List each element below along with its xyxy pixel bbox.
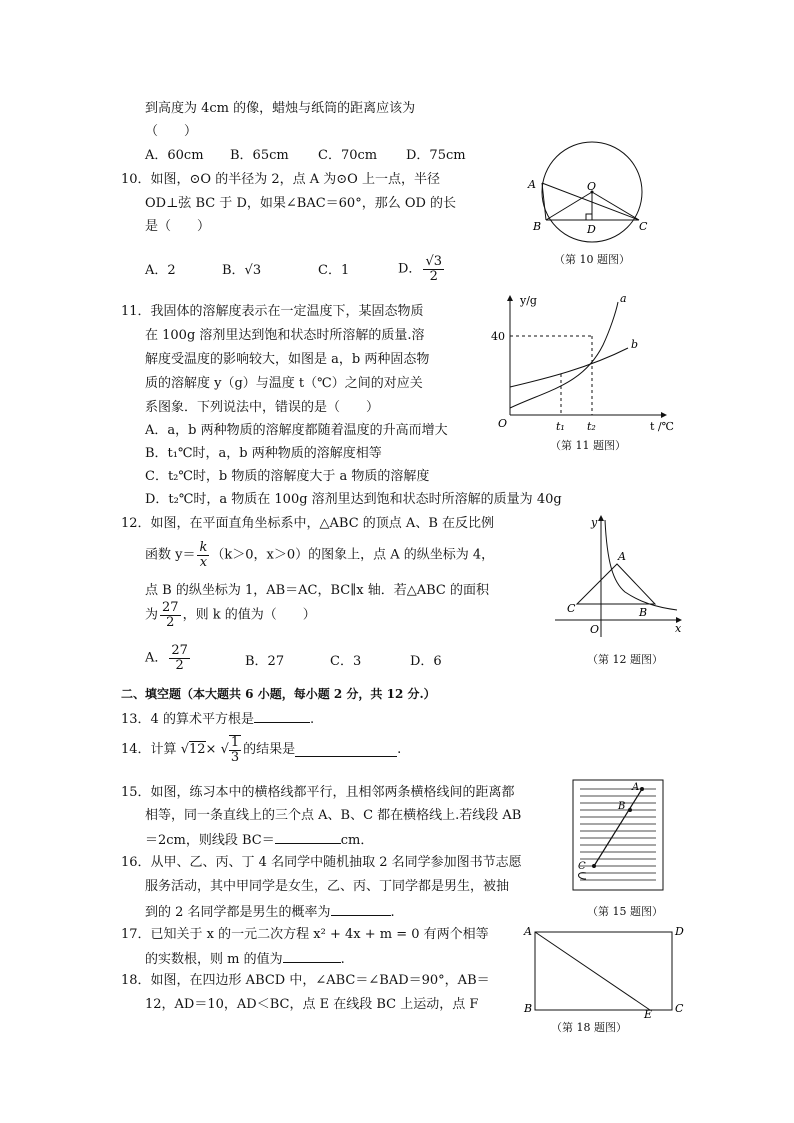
q14-suffix: 的结果是	[243, 742, 296, 757]
q16-end: .	[390, 905, 395, 920]
q15-point-a	[640, 787, 644, 791]
q11-option-c: C．t₂℃时，b 物质的溶解度大于 a 物质的溶解度	[145, 469, 430, 484]
q15-unit: cm．	[340, 833, 374, 848]
q9-option-b: B．65cm	[230, 148, 289, 163]
q10-option-b: B．√3	[222, 263, 262, 278]
q14	[121, 735, 401, 765]
q15-label-c: C	[578, 861, 586, 872]
q11-caption: （第 11 题图）	[550, 439, 626, 452]
q14-numerator: 1	[230, 735, 240, 750]
q11-option-a: A．a，b 两种物质的溶解度都随着温度的升高而增大	[145, 423, 448, 438]
q12-line4-prefix: 为	[145, 607, 159, 623]
q16-line2: 服务活动，其中甲同学是女生，乙、丙、丁同学都是男生，被抽	[145, 879, 510, 894]
q13	[121, 710, 314, 728]
q14-sqrt-sign: √	[220, 742, 229, 757]
q10-label-o: O	[587, 180, 597, 193]
q11-y-label: y/g	[520, 294, 537, 307]
q17-line1: 17．已知关于 x 的一元二次方程 x² + 4x + m = 0 有两个相等	[121, 927, 489, 942]
q12-line2-prefix: 函数 y＝	[145, 547, 196, 563]
q16-line3	[145, 903, 395, 921]
q12-area-numerator: 27	[162, 600, 179, 615]
q18-caption: （第 18 题图）	[551, 1021, 627, 1034]
q15-caption: （第 15 题图）	[587, 905, 663, 918]
q14-prefix: 14．计算	[121, 742, 177, 757]
q10-option-d-denominator: 2	[429, 269, 438, 284]
q12-line2-suffix: （k＞0，x＞0）的图象上，点 A 的纵坐标为 4，	[211, 547, 495, 563]
q12-option-a-denominator: 2	[175, 658, 184, 673]
q15-point-c	[592, 864, 596, 868]
q15-line3-text: ＝2cm，则线段 BC＝	[145, 833, 275, 848]
q10-caption: （第 10 题图）	[554, 253, 630, 266]
q17-end: .	[340, 952, 345, 967]
q18-line2: 12，AD＝10，AD＜BC，点 E 在线段 BC 上运动，点 F	[145, 997, 479, 1012]
q16-answer-blank[interactable]	[331, 903, 391, 916]
q11-x-label: t /℃	[650, 420, 674, 433]
q9-option-c: C．70cm	[318, 148, 378, 163]
q10-option-d	[398, 255, 446, 284]
q18-label-b: B	[524, 1002, 533, 1015]
q10-circle-figure	[526, 140, 666, 250]
q18-rectangle	[535, 932, 672, 1010]
q14-answer-blank[interactable]	[295, 744, 397, 757]
q16-line1: 16．从甲、乙、丙、丁 4 名同学中随机抽取 2 名同学参加图书节志愿	[121, 855, 522, 870]
q10-segment-oc	[592, 192, 639, 220]
q18-quadrilateral-figure	[520, 924, 690, 1019]
q12-area-denominator: 2	[166, 615, 175, 630]
q12-line4-suffix: ，则 k 的值为（ ）	[182, 607, 316, 623]
q12-label-c: C	[567, 602, 576, 615]
q15-notebook-figure	[572, 779, 664, 891]
q10-right-angle-mark	[586, 214, 592, 220]
q13-end: .	[309, 712, 315, 727]
q12-option-d: D．6	[410, 654, 442, 669]
q10-line1: 10．如图，⊙O 的半径为 2，点 A 为⊙O 上一点，半径	[121, 172, 440, 187]
q10-option-d-numerator: √3	[425, 254, 442, 269]
q9-option-a: A．60cm	[145, 148, 204, 163]
q10-segment-ob	[546, 192, 592, 220]
q10-line2: OD⊥弦 BC 于 D，如果∠BAC＝60°，那么 OD 的长	[145, 196, 457, 211]
q12-line1: 12．如图，在平面直角坐标系中，△ABC 的顶点 A、B 在反比例	[121, 516, 495, 531]
q17-answer-blank[interactable]	[283, 950, 341, 963]
q12-option-a-numerator: 27	[171, 643, 188, 658]
q18-label-c: C	[675, 1002, 684, 1015]
q18-segment-ae	[535, 932, 650, 1010]
q15-label-b: B	[618, 801, 626, 812]
q15-label-a: A	[632, 782, 640, 793]
q13-answer-blank[interactable]	[254, 710, 310, 723]
q12-label-a: A	[618, 550, 626, 563]
q11-option-b: B．t₁℃时，a，b 两种物质的溶解度相等	[145, 446, 382, 461]
q12-line4	[145, 601, 316, 630]
q11-curve-a	[510, 302, 618, 408]
q12-triangle-abc	[577, 564, 655, 604]
q18-label-a: A	[524, 925, 532, 938]
q14-sqrt12: √12×	[180, 742, 217, 757]
q12-label-x: x	[675, 622, 682, 635]
section-2-heading: 二、填空题（本大题共 6 小题，每小题 2 分，共 12 分.）	[121, 687, 436, 701]
q11-line3: 解度受温度的影响较大，如图是 a，b 两种固态物	[145, 352, 430, 367]
q10-label-c: C	[639, 220, 648, 233]
q10-line3: 是（ ）	[145, 219, 211, 234]
q9-line1: 到高度为 4cm 的像，蜡烛与纸筒的距离应该为	[145, 101, 416, 116]
q18-label-d: D	[675, 925, 684, 938]
q11-solubility-graph	[488, 290, 678, 440]
q10-label-d: D	[587, 223, 596, 236]
q15-line1: 15．如图，练习本中的横格线都平行，且相邻两条横格线间的距离都	[121, 785, 515, 800]
q15-notebook-frame	[573, 780, 663, 890]
q12-label-b: B	[639, 606, 648, 619]
q11-origin: O	[498, 417, 508, 430]
q9-option-d: D．75cm	[406, 148, 466, 163]
q11-t1-label: t₁	[556, 420, 565, 433]
q12-label-y: y	[591, 516, 598, 529]
q12-coordinate-figure	[555, 512, 690, 642]
q11-t2-label: t₂	[587, 420, 596, 433]
q9-answer-paren: （ ）	[145, 124, 198, 139]
q10-label-b: B	[533, 220, 542, 233]
q16-line3-text: 到的 2 名同学都是男生的概率为	[145, 905, 331, 920]
q12-option-a-label: A．	[145, 650, 168, 666]
q10-label-a: A	[528, 178, 536, 191]
q11-curve-b-label: b	[631, 338, 639, 351]
q11-line1: 11．我固体的溶解度表示在一定温度下，某固态物质	[121, 304, 424, 319]
q12-caption: （第 12 题图）	[587, 653, 663, 666]
q15-line2: 相等，同一条直线上的三个点 A、B、C 都在横格线上.若线段 AB	[145, 808, 522, 823]
q15-point-b	[628, 808, 632, 812]
q11-y-tick-40: 40	[491, 330, 505, 343]
q11-line4: 质的溶解度 y（g）与温度 t（℃）之间的对应关	[145, 376, 423, 391]
q11-line5: 系图象．下列说法中，错误的是（ ）	[145, 400, 380, 415]
q13-text: 13．4 的算术平方根是	[121, 712, 254, 727]
q18-label-e: E	[644, 1008, 653, 1021]
q12-option-c: C．3	[330, 654, 362, 669]
q12-option-b: B．27	[245, 654, 285, 669]
q11-option-d: D．t₂℃时，a 物质在 100g 溶剂里达到饱和状态时所溶解的质量为 40g	[145, 492, 562, 507]
q17-line2	[145, 950, 345, 968]
q15-line3	[145, 831, 373, 849]
q15-curl	[579, 873, 587, 879]
q10-option-d-label: D．	[398, 261, 422, 277]
q12-line2	[145, 541, 494, 570]
q18-line1: 18．如图，在四边形 ABCD 中，∠ABC＝∠BAD＝90°，AB＝	[121, 973, 490, 988]
q11-line2: 在 100g 溶剂里达到饱和状态时所溶解的质量.溶	[145, 328, 425, 343]
q14-end: .	[397, 742, 402, 757]
q17-line2-text: 的实数根，则 m 的值为	[145, 952, 283, 967]
q12-frac-k: k	[199, 540, 208, 555]
q11-curve-a-label: a	[620, 292, 627, 305]
q10-option-a: A．2	[145, 263, 176, 278]
q12-label-o: O	[590, 623, 600, 636]
q12-option-a	[145, 644, 192, 673]
q15-answer-blank[interactable]	[275, 831, 341, 844]
q10-option-c: C．1	[318, 263, 350, 278]
q12-line3: 点 B 的纵坐标为 1，AB＝AC，BC∥x 轴．若△ABC 的面积	[145, 583, 489, 598]
q12-frac-x: x	[199, 555, 208, 570]
q14-denominator: 3	[230, 750, 240, 765]
